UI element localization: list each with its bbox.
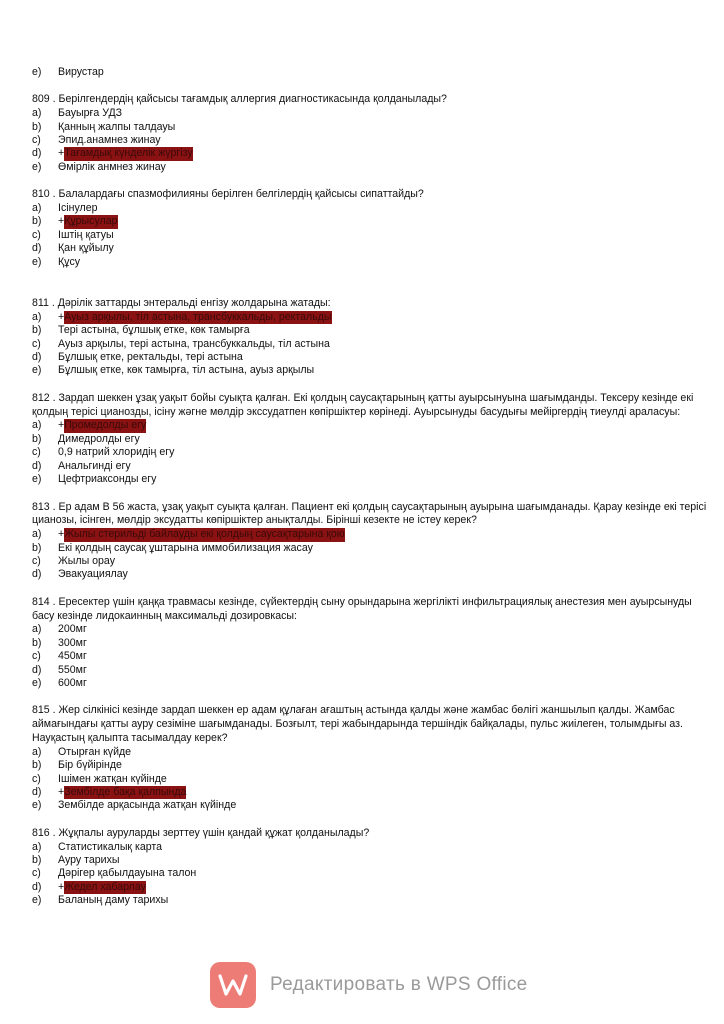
option-row [32, 881, 712, 894]
correct-marker: + [58, 785, 65, 798]
option-letter: d) [32, 242, 42, 255]
question-block [32, 93, 712, 174]
question-block [32, 297, 712, 378]
correct-marker: + [58, 310, 65, 323]
option-text: Тері астына, бұлшық етке, көк тамырға [58, 324, 250, 337]
wps-w-glyph-icon [218, 973, 248, 997]
document-page [32, 66, 712, 908]
option-letter: e) [32, 160, 42, 173]
option-text: Цефтриаксонды егу [58, 473, 157, 486]
question-text: 816 . Жұқпалы ауруларды зерттеу үшін қандай құжат қолданылады? [32, 826, 370, 839]
option-text: Эпид.анамнез жинау [58, 134, 161, 147]
option-letter: d) [32, 785, 42, 798]
option-row [32, 161, 712, 174]
option-row [32, 134, 712, 147]
option-letter: e) [32, 66, 42, 78]
wps-logo-icon [210, 962, 256, 1008]
option-row [32, 121, 712, 134]
option-text: Жылы орау [58, 554, 115, 567]
option-row [32, 419, 712, 432]
question-text: 811 . Дәрілік заттарды энтеральді енгізу жолдарына жатады: [32, 297, 331, 310]
option-row [32, 746, 712, 759]
option-text: Вирустар [58, 66, 104, 78]
question-text: 809 . Берілгендердің қайсысы тағамдық аллергия диагностикасында қолданылады? [32, 93, 447, 106]
option-row [32, 623, 712, 636]
option-row [32, 773, 712, 786]
option-letter: c) [32, 337, 41, 350]
option-text: Қан құйылу [58, 242, 114, 255]
option-letter: b) [32, 636, 42, 649]
option-text-correct-highlighted: Жылы стерильді байлауды екі қолдың саусақтарына қою [64, 528, 345, 541]
option-row [32, 202, 712, 215]
option-letter: d) [32, 351, 42, 364]
option-text-correct-highlighted: Промедолды егу [64, 419, 147, 432]
option-text: 550мг [58, 663, 87, 676]
option-row [32, 433, 712, 446]
option-row [32, 841, 712, 854]
option-row [32, 147, 712, 160]
option-letter: a) [32, 107, 42, 120]
option-letter: c) [32, 867, 41, 880]
option-text: Отырған күйде [58, 745, 132, 758]
option-row [32, 867, 712, 880]
option-letter: c) [32, 772, 41, 785]
option-text: Ісінулер [58, 202, 98, 215]
option-text: Ауру тарихы [58, 853, 120, 866]
option-letter: d) [32, 147, 42, 160]
option-text: Екі қолдың саусақ ұштарына иммобилизация жасау [58, 541, 313, 554]
option-row [32, 677, 712, 690]
option-text: Эвакуациялау [58, 568, 128, 581]
question-list [32, 93, 712, 907]
option-row [32, 473, 712, 486]
option-row [32, 66, 712, 79]
option-row [32, 637, 712, 650]
option-row [32, 446, 712, 459]
option-letter: e) [32, 473, 42, 486]
option-text: Бауырға УДЗ [58, 107, 123, 120]
correct-marker: + [58, 215, 65, 228]
option-text: 200мг [58, 623, 87, 636]
option-letter: e) [32, 799, 42, 812]
option-row [32, 664, 712, 677]
option-text-correct-highlighted: Ауыз арқылы, тіл астына, трансбуккальды, ректальды [64, 310, 332, 323]
option-letter: a) [32, 310, 42, 323]
option-letter: b) [32, 541, 42, 554]
option-letter: a) [32, 745, 42, 758]
option-text: 600мг [58, 676, 87, 689]
question-text: 810 . Балалардағы спазмофилияны берілген белгілердің қайсысы сипаттайды? [32, 188, 424, 201]
question-block [32, 827, 712, 908]
option-row [32, 242, 712, 255]
option-row [32, 555, 712, 568]
option-text: Өмірлік анмнез жинау [58, 160, 166, 173]
option-letter: b) [32, 759, 42, 772]
correct-marker: + [58, 419, 65, 432]
option-row [32, 786, 712, 799]
option-letter: a) [32, 623, 42, 636]
option-row [32, 854, 712, 867]
option-row [32, 107, 712, 120]
option-letter: d) [32, 568, 42, 581]
option-text: Бұлшық етке, ректальды, тері астына [58, 351, 243, 364]
question-block [32, 188, 712, 269]
option-text: 300мг [58, 636, 87, 649]
option-row [32, 759, 712, 772]
option-letter: b) [32, 324, 42, 337]
question-block [32, 392, 712, 487]
option-letter: e) [32, 255, 42, 268]
option-letter: b) [32, 853, 42, 866]
option-letter: c) [32, 134, 41, 147]
option-letter: c) [32, 446, 41, 459]
option-letter: b) [32, 215, 42, 228]
option-letter: c) [32, 554, 41, 567]
option-text: 0,9 натрий хлоридің егу [58, 446, 175, 459]
option-letter: a) [32, 419, 42, 432]
option-row [32, 338, 712, 351]
option-text: Димедролды егу [58, 432, 140, 445]
option-row [32, 460, 712, 473]
option-letter: d) [32, 663, 42, 676]
option-letter: a) [32, 202, 42, 215]
option-row [32, 311, 712, 324]
question-text: 812 . Зардап шеккен ұзақ уақыт бойы суықта қалған. Екі қолдың саусақтарының қатты ауырсынуына шағымданды. Тексеру кезінде екі қолдың терісі цианозды, ісіну жәгне мөлдір экссудатпен көпіршіктер көрінеді. Ауырсынуды басудығы мейіргердің тиеулді араласуы: [32, 391, 694, 418]
option-row [32, 799, 712, 812]
option-letter: d) [32, 459, 42, 472]
option-text-correct-highlighted: Жедел хабарлау [64, 880, 146, 893]
option-row [32, 324, 712, 337]
option-text: 450мг [58, 650, 87, 663]
option-text-correct-highlighted: Зембілде бақа қалпында [64, 785, 187, 798]
option-text: Қанның жалпы талдауы [58, 120, 176, 133]
correct-marker: + [58, 528, 65, 541]
question-text: 814 . Ересектер үшін қаңқа травмасы кезінде, сүйектердің сыну орындарына жергілікті инфильтрациялық анестезия мен ауырсынуды басу кезінде лидокаинның максимальді дозировкасы: [32, 595, 692, 622]
option-letter: e) [32, 894, 42, 907]
option-letter: b) [32, 120, 42, 133]
question-block [32, 704, 712, 812]
option-text: Анальгинді егу [58, 459, 131, 472]
option-row [32, 256, 712, 269]
option-text: Бұлшық етке, көк тамырға, тіл астына, ауыз арқылы [58, 364, 315, 377]
question-text: 815 . Жер сілкінісі кезінде зардап шеккен ер адам құлаған ағаштың астында қалды және жамбас бөлігі жаншылып қалды. Жамбас аймағындағы қатты ауру сезіміне шағымданады. Бозғылт, тері жабындарында тершіндік байқалады, пульс жиілеген, толымдығы аз. Науқастың қалыпта тасымалдау керек? [32, 704, 683, 744]
option-text: Іштің қатуы [58, 228, 114, 241]
option-row [32, 528, 712, 541]
option-text-correct-highlighted: Тағамдық күнделік жүргізу [64, 147, 193, 160]
option-text: Зембілде арқасында жатқан күйінде [58, 799, 237, 812]
option-text: Баланың даму тарихы [58, 894, 169, 907]
option-letter: c) [32, 228, 41, 241]
option-row [32, 229, 712, 242]
option-text: Бір бүйірінде [58, 759, 122, 772]
option-row [32, 542, 712, 555]
wps-edit-banner[interactable] [210, 962, 528, 1008]
option-letter: c) [32, 650, 41, 663]
question-text: 813 . Ер адам В 56 жаста, ұзақ уақыт суықта қалған. Пациент екі қолдың саусақтарының ауырына шағымданады. Қарау кезінде екі терісі цианозы, ісінген, мөлдір эксудатты көпіршіктер анықталды. Бірінші кезекте не істеу керек? [32, 500, 707, 527]
option-row [32, 351, 712, 364]
question-block [32, 596, 712, 691]
option-letter: a) [32, 840, 42, 853]
correct-marker: + [58, 880, 65, 893]
option-text-correct-highlighted: Құрысулар [64, 215, 118, 228]
wps-edit-link[interactable]: Редактировать в WPS Office [270, 974, 528, 995]
option-row [32, 650, 712, 663]
option-row [32, 568, 712, 581]
option-text: Ауыз арқылы, тері астына, трансбуккальды, тіл астына [58, 337, 330, 350]
option-text: Құсу [58, 255, 81, 268]
option-row [32, 215, 712, 228]
option-text: Ішімен жатқан күйінде [58, 772, 167, 785]
option-letter: b) [32, 432, 42, 445]
option-row [32, 894, 712, 907]
option-letter: d) [32, 880, 42, 893]
option-text: Статистикалық карта [58, 840, 163, 853]
option-letter: a) [32, 528, 42, 541]
correct-marker: + [58, 147, 65, 160]
option-text: Дәрігер қабылдауына талон [58, 867, 197, 880]
question-block [32, 501, 712, 582]
option-letter: e) [32, 364, 42, 377]
option-letter: e) [32, 676, 42, 689]
option-row [32, 364, 712, 377]
